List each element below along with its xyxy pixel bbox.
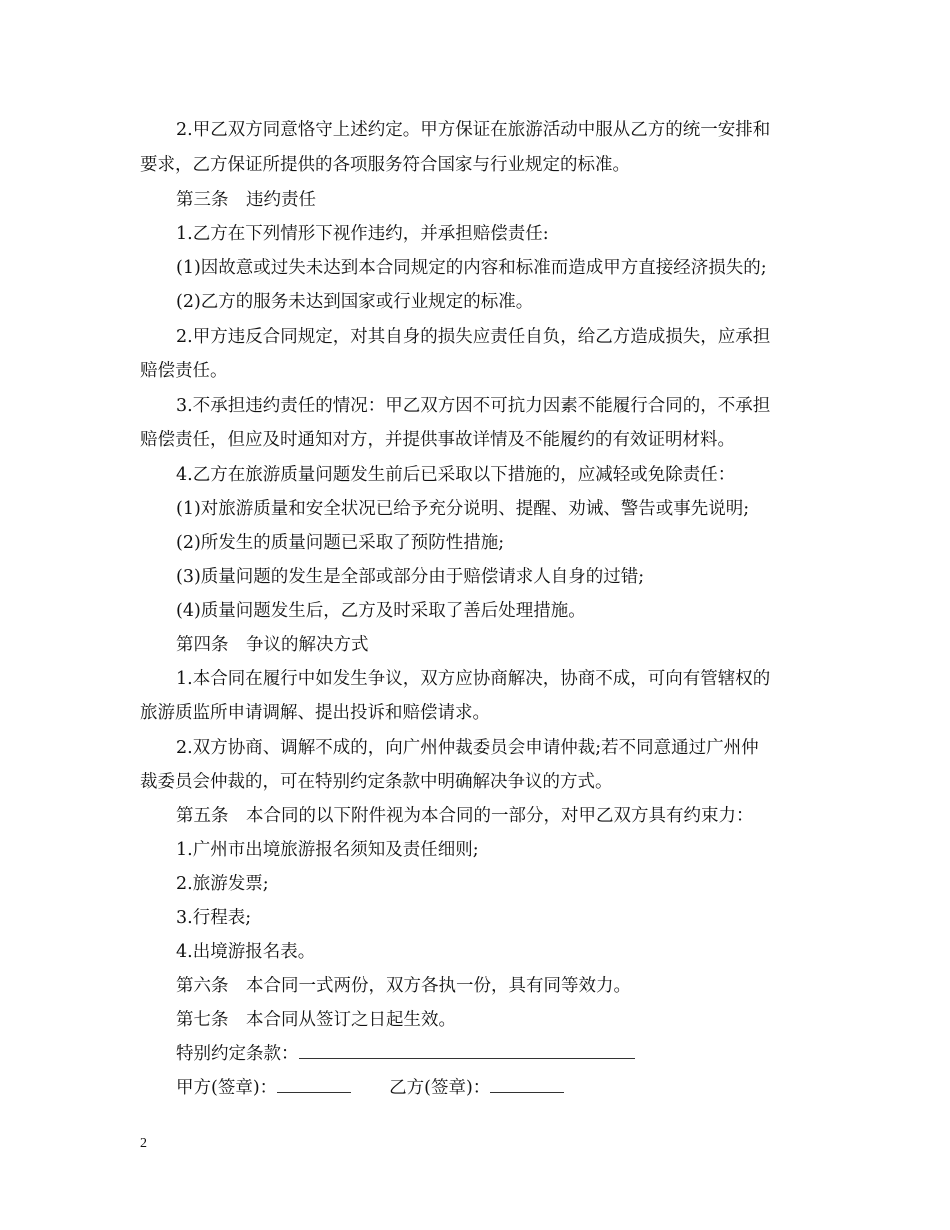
section-heading: 第四条 争议的解决方式 [176,635,369,655]
paragraph-line: 1.广州市出境旅游报名须知及责任细则; [176,840,479,860]
section-heading: 第七条 本合同从签订之日起生效。 [176,1010,456,1030]
paragraph-line: 4.出境游报名表。 [176,942,316,962]
paragraph-line: (2)所发生的质量问题已采取了预防性措施; [176,533,505,553]
paragraph-line: 2.甲乙双方同意恪守上述约定。甲方保证在旅游活动中服从乙方的统一安排和 [176,120,771,140]
paragraph-line: (1)因故意或过失未达到本合同规定的内容和标准而造成甲方直接经济损失的; [176,258,767,278]
section-heading: 第五条 本合同的以下附件视为本合同的一部分，对甲乙双方具有约束力： [176,806,754,826]
paragraph-line: (2)乙方的服务未达到国家或行业规定的标准。 [176,292,534,312]
paragraph-line: 赔偿责任。 [140,361,228,381]
party-b-label: 乙方(签章)： [389,1078,491,1098]
paragraph-line: 4.乙方在旅游质量问题发生前后已采取以下措施的，应减轻或免除责任： [176,465,736,485]
paragraph-line: (3)质量问题的发生是全部或部分由于赔偿请求人自身的过错; [176,567,645,587]
special-terms-row [176,1037,856,1071]
party-a-label: 甲方(签章)： [176,1078,278,1098]
signature-row [176,1071,856,1105]
paragraph-line: 旅游质监所申请调解、提出投诉和赔偿请求。 [140,703,490,723]
paragraph-line: 要求，乙方保证所提供的各项服务符合国家与行业规定的标准。 [140,155,630,175]
section-heading: 第六条 本合同一式两份，双方各执一份，具有同等效力。 [176,976,631,996]
paragraph-line: 1.乙方在下列情形下视作违约，并承担赔偿责任: [176,224,549,244]
special-terms-label: 特别约定条款： [176,1044,299,1064]
page-number: 2 [140,1136,147,1151]
special-terms-blank[interactable] [299,1038,635,1059]
paragraph-line: 2.甲方违反合同规定，对其自身的损失应责任自负，给乙方造成损失，应承担 [176,327,771,347]
paragraph-line: (4)质量问题发生后，乙方及时采取了善后处理措施。 [176,601,586,621]
section-heading: 第三条 违约责任 [176,190,316,210]
paragraph-line: 裁委员会仲裁的，可在特别约定条款中明确解决争议的方式。 [140,772,613,792]
paragraph-line: 2.双方协商、调解不成的，向广州仲裁委员会申请仲裁;若不同意通过广州仲 [176,738,759,758]
paragraph-line: 3.行程表; [176,908,252,928]
party-a-signature-blank[interactable] [277,1072,351,1093]
party-b-signature-blank[interactable] [490,1072,564,1093]
paragraph-line: 2.旅游发票; [176,874,269,894]
paragraph-line: 3.不承担违约责任的情况：甲乙双方因不可抗力因素不能履行合同的，不承担 [176,396,771,416]
paragraph-line: 1.本合同在履行中如发生争议，双方应协商解决，协商不成，可向有管辖权的 [176,669,771,689]
paragraph-line: (1)对旅游质量和安全状况已给予充分说明、提醒、劝诫、警告或事先说明; [176,499,750,519]
paragraph-line: 赔偿责任，但应及时通知对方，并提供事故详情及不能履约的有效证明材料。 [140,430,735,450]
